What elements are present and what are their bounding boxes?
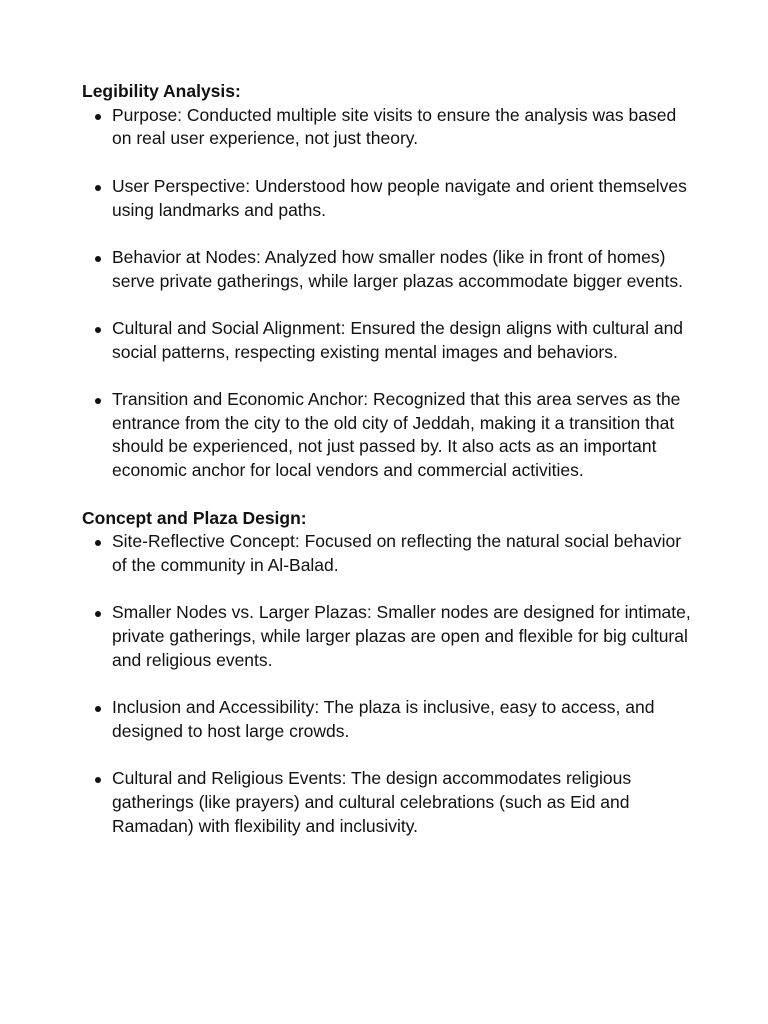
list-item: Smaller Nodes vs. Larger Plazas: Smaller nodes are designed for intimate, private gatherings, while larger plazas are open and flexible for big cultural and religious events. (82, 601, 694, 672)
bullet-list (82, 104, 694, 483)
list-item: Inclusion and Accessibility: The plaza is inclusive, easy to access, and designed to host large crowds. (82, 696, 694, 743)
list-item: Behavior at Nodes: Analyzed how smaller nodes (like in front of homes) serve private gatherings, while larger plazas accommodate bigger events. (82, 246, 694, 293)
section-heading: Legibility Analysis: (82, 81, 241, 101)
list-item: Site-Reflective Concept: Focused on reflecting the natural social behavior of the community in Al-Balad. (82, 530, 694, 577)
section-heading: Concept and Plaza Design: (82, 507, 307, 528)
list-item: Cultural and Religious Events: The design accommodates religious gatherings (like prayers) and cultural celebrations (such as Eid and Ramadan) with flexibility and inclusivity. (82, 767, 694, 838)
list-item: Purpose: Conducted multiple site visits to ensure the analysis was based on real user experience, not just theory. (82, 104, 694, 151)
list-item: Transition and Economic Anchor: Recognized that this area serves as the entrance from the city to the old city of Jeddah, making it a transition that should be experienced, not just passed by. It also acts as an important economic anchor for local vendors and commercial activities. (82, 388, 694, 483)
list-item: Cultural and Social Alignment: Ensured the design aligns with cultural and social patterns, respecting existing mental images and behaviors. (82, 317, 694, 364)
list-item: User Perspective: Understood how people navigate and orient themselves using landmarks and paths. (82, 175, 694, 222)
section-legibility-analysis (82, 80, 694, 483)
document-page (82, 80, 694, 862)
section-concept-and-plaza-design (82, 507, 694, 839)
bullet-list (82, 530, 694, 838)
